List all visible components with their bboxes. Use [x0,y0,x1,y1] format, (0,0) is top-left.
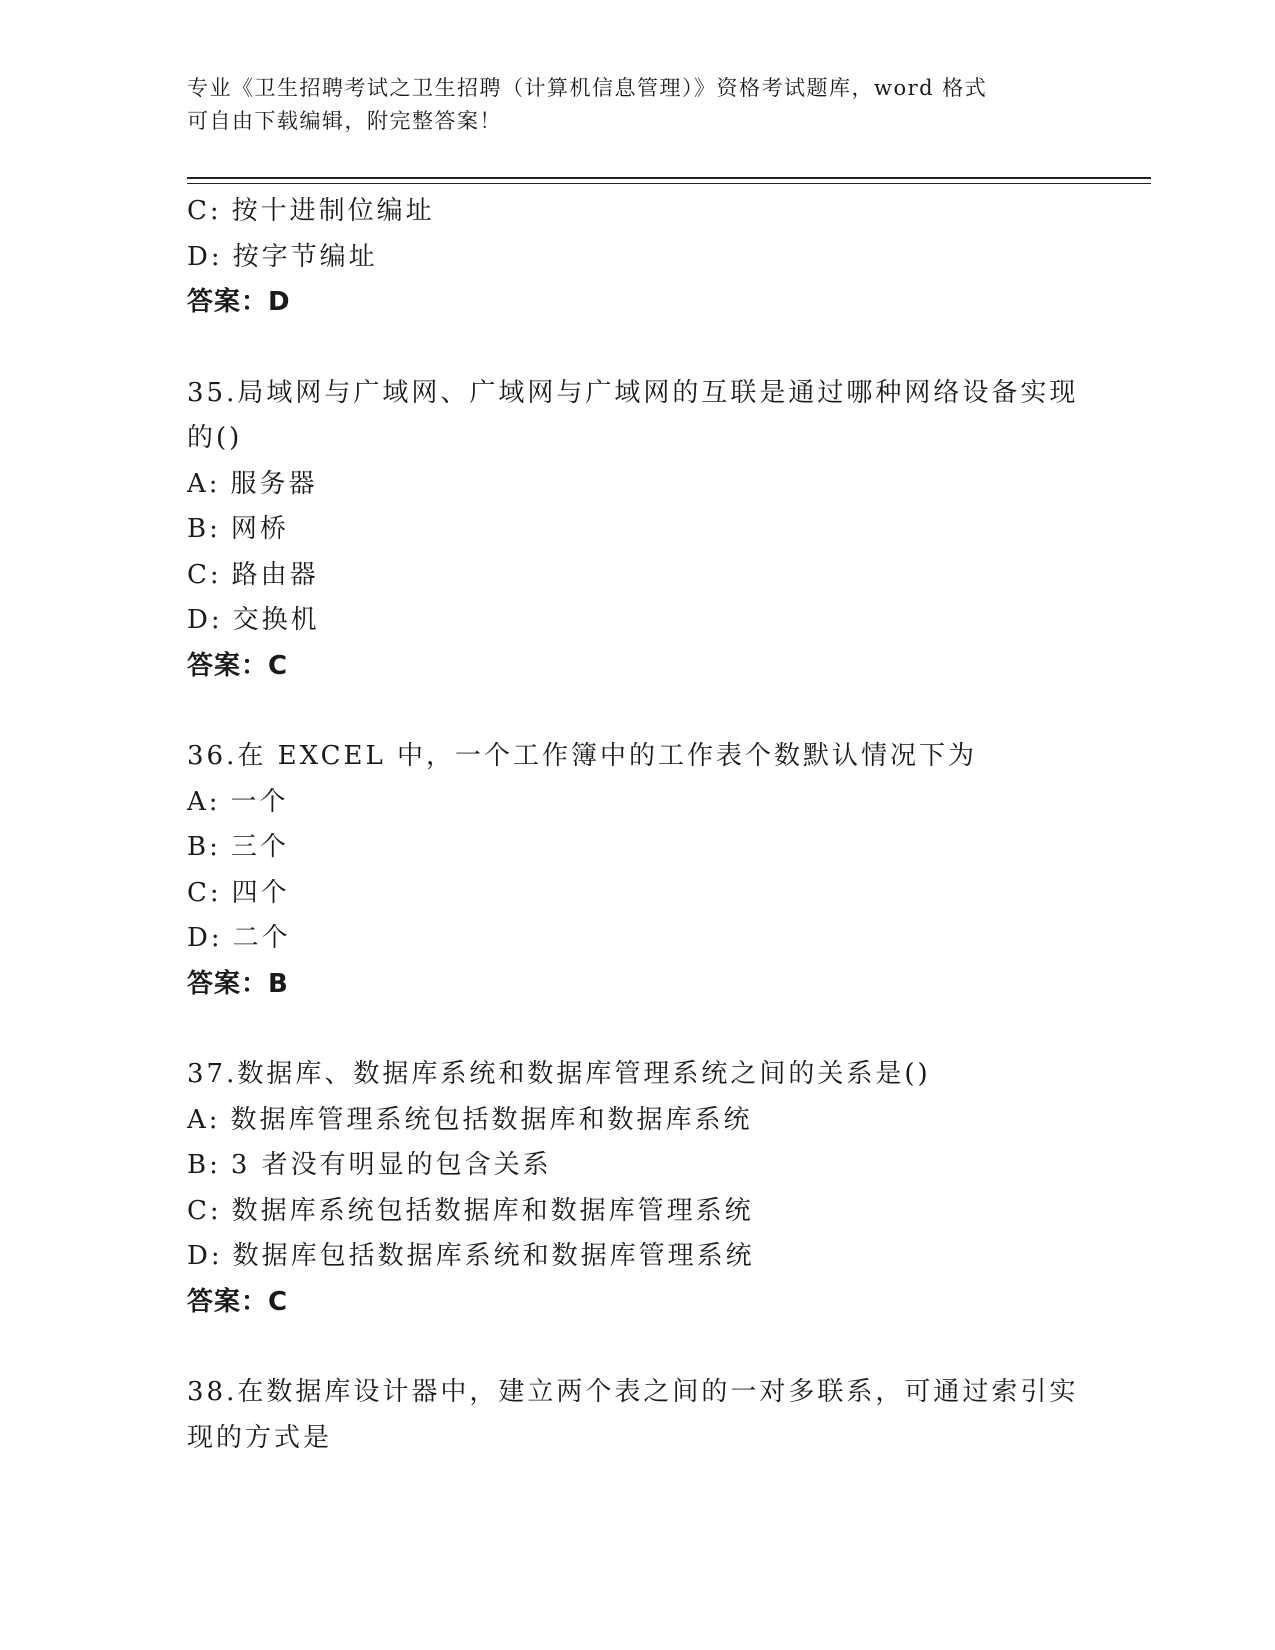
header-line-1: 专业《卫生招聘考试之卫生招聘（计算机信息管理）》资格考试题库，word 格式 [187,76,988,100]
question-38-text: 38.在数据库设计器中，建立两个表之间的一对多联系，可通过索引实 [187,1377,1079,1407]
question-38-text-cont: 现的方式是 [187,1422,333,1453]
question-36-text: 36.在 EXCEL 中，一个工作簿中的工作表个数默认情况下为 [187,741,978,771]
option-a: A: 一个 [187,786,289,817]
option-b: B: 3 者没有明显的包含关系 [187,1150,552,1180]
option-b: B: 三个 [187,832,289,862]
header-divider [187,177,1151,184]
question-35-text-cont: 的() [187,423,243,453]
option-b: B: 网桥 [187,514,289,544]
option-d: D: 交换机 [187,605,320,635]
option-c: C: 路由器 [187,559,319,590]
option-c: C: 按十进制位编址 [187,196,435,226]
option-c: C: 四个 [187,877,290,908]
option-a: A: 服务器 [187,468,318,499]
answer-line: 答案：C [187,1286,289,1317]
question-37-text: 37.数据库、数据库系统和数据库管理系统之间的关系是() [187,1059,931,1089]
answer-line: 答案：D [187,287,291,317]
header-line-2: 可自由下载编辑，附完整答案！ [187,109,502,133]
option-d: D: 数据库包括数据库系统和数据库管理系统 [187,1241,755,1271]
option-a: A: 数据库管理系统包括数据库和数据库系统 [187,1104,753,1135]
option-d: D: 按字节编址 [187,241,378,272]
answer-line: 答案：C [187,650,289,681]
document-header [187,72,1067,138]
option-d: D: 二个 [187,923,291,953]
question-35-text: 35.局域网与广域网、广域网与广域网的互联是通过哪种网络设备实现 [187,377,1079,408]
option-c: C: 数据库系统包括数据库和数据库管理系统 [187,1195,754,1226]
question-list [187,189,1087,1461]
answer-line: 答案：B [187,968,289,999]
